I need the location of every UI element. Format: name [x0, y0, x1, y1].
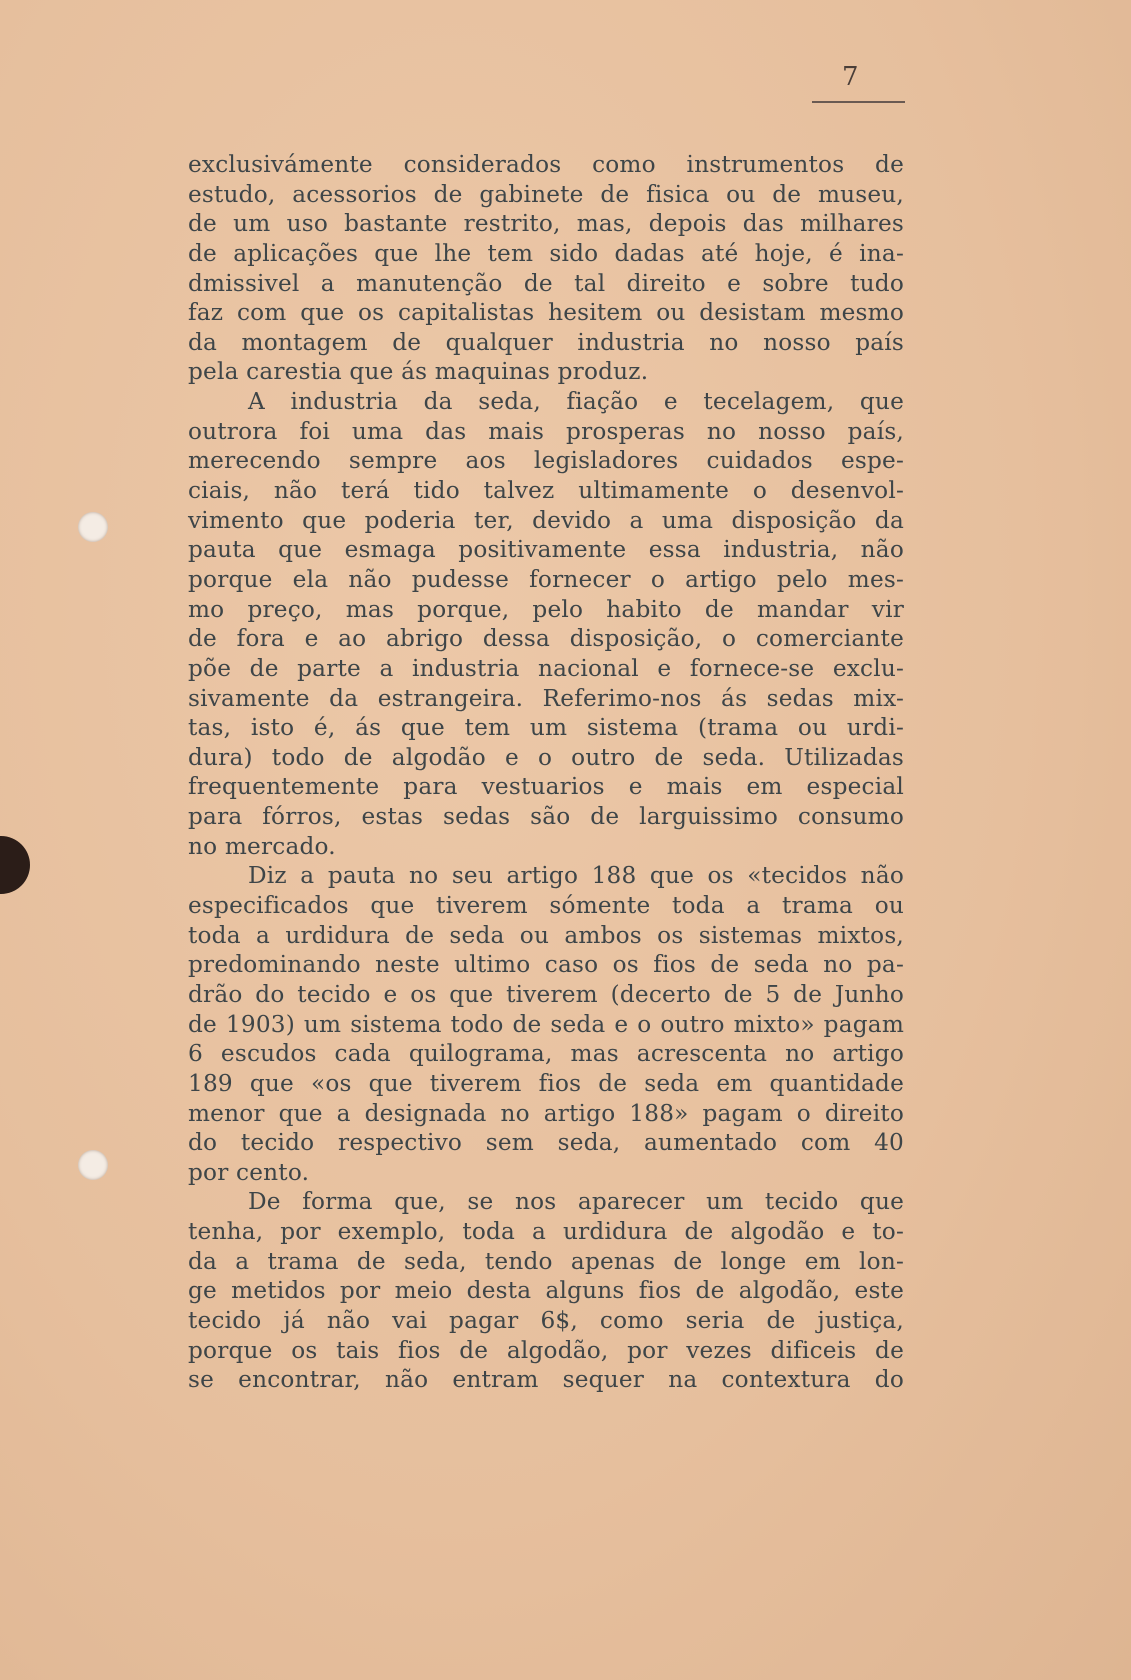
text-line: 189 que «os que tiverem fios de seda em quantidade	[188, 1069, 904, 1097]
binding-tear	[0, 836, 30, 894]
text-line: do tecido respectivo sem seda, aumentado com 40	[188, 1129, 904, 1157]
text-line: tecido já não vai pagar 6$, como seria de justiça,	[188, 1306, 904, 1334]
text-line: faz com que os capitalistas hesitem ou desistam mesmo	[188, 299, 904, 327]
binding-hole-top	[78, 512, 108, 542]
page-number: 7	[842, 62, 859, 92]
text-line: no mercado.	[188, 832, 336, 860]
text-line: da a trama de seda, tendo apenas de longe em lon-	[188, 1247, 904, 1275]
binding-hole-bottom	[78, 1150, 108, 1180]
text-line: pela carestia que ás maquinas produz.	[188, 358, 649, 386]
text-line: vimento que poderia ter, devido a uma disposição da	[188, 506, 904, 534]
text-line: tenha, por exemplo, toda a urdidura de algodão e to-	[188, 1218, 904, 1246]
text-line: para fórros, estas sedas são de larguissimo consumo	[188, 803, 904, 831]
text-line: de aplicações que lhe tem sido dadas até hoje, é ina-	[188, 239, 904, 267]
text-line: especificados que tiverem sómente toda a trama ou	[188, 892, 904, 920]
text-line: mo preço, mas porque, pelo habito de mandar vir	[188, 595, 904, 623]
text-line: estudo, acessorios de gabinete de fisica ou de museu,	[188, 180, 904, 208]
text-line: merecendo sempre aos legisladores cuidados espe-	[188, 447, 904, 475]
text-line: sivamente da estrangeira. Referimo-nos ás sedas mix-	[188, 684, 904, 712]
text-line: predominando neste ultimo caso os fios de seda no pa-	[188, 951, 904, 979]
text-line: Diz a pauta no seu artigo 188 que os «tecidos não	[248, 862, 904, 890]
header-rule	[812, 101, 905, 103]
text-line: A industria da seda, fiação e tecelagem, que	[248, 388, 904, 416]
text-line: tas, isto é, ás que tem um sistema (trama ou urdi-	[188, 714, 904, 742]
text-line: porque ela não pudesse fornecer o artigo pelo mes-	[188, 565, 904, 593]
text-line: ge metidos por meio desta alguns fios de algodão, este	[188, 1277, 904, 1305]
text-line: da montagem de qualquer industria no nosso país	[188, 328, 904, 356]
text-line: frequentemente para vestuarios e mais em especial	[188, 773, 904, 801]
text-line: drão do tecido e os que tiverem (decerto de 5 de Junho	[188, 980, 904, 1008]
text-line: põe de parte a industria nacional e fornece-se exclu-	[188, 654, 904, 682]
text-line: menor que a designada no artigo 188» pagam o direito	[188, 1099, 904, 1127]
text-line: de um uso bastante restrito, mas, depois das milhares	[188, 210, 904, 238]
text-line: porque os tais fios de algodão, por vezes dificeis de	[188, 1336, 904, 1364]
text-line: dmissivel a manutenção de tal direito e sobre tudo	[188, 269, 904, 297]
text-line: dura) todo de algodão e o outro de seda. Utilizadas	[188, 743, 904, 771]
text-line: pauta que esmaga positivamente essa industria, não	[188, 536, 904, 564]
body-text	[188, 150, 904, 1395]
text-line: ciais, não terá tido talvez ultimamente o desenvol-	[188, 477, 904, 505]
text-line: outrora foi uma das mais prosperas no nosso país,	[188, 417, 904, 445]
text-line: se encontrar, não entram sequer na contextura do	[188, 1366, 904, 1394]
text-line: toda a urdidura de seda ou ambos os sistemas mixtos,	[188, 921, 904, 949]
text-line: 6 escudos cada quilograma, mas acrescenta no artigo	[188, 1040, 904, 1068]
text-line: exclusivámente considerados como instrumentos de	[188, 151, 904, 178]
text-line: de 1903) um sistema todo de seda e o outro mixto» pagam	[188, 1010, 904, 1038]
text-line: por cento.	[188, 1158, 310, 1186]
text-line: De forma que, se nos aparecer um tecido que	[248, 1188, 904, 1216]
text-line: de fora e ao abrigo dessa disposição, o comerciante	[188, 625, 904, 653]
